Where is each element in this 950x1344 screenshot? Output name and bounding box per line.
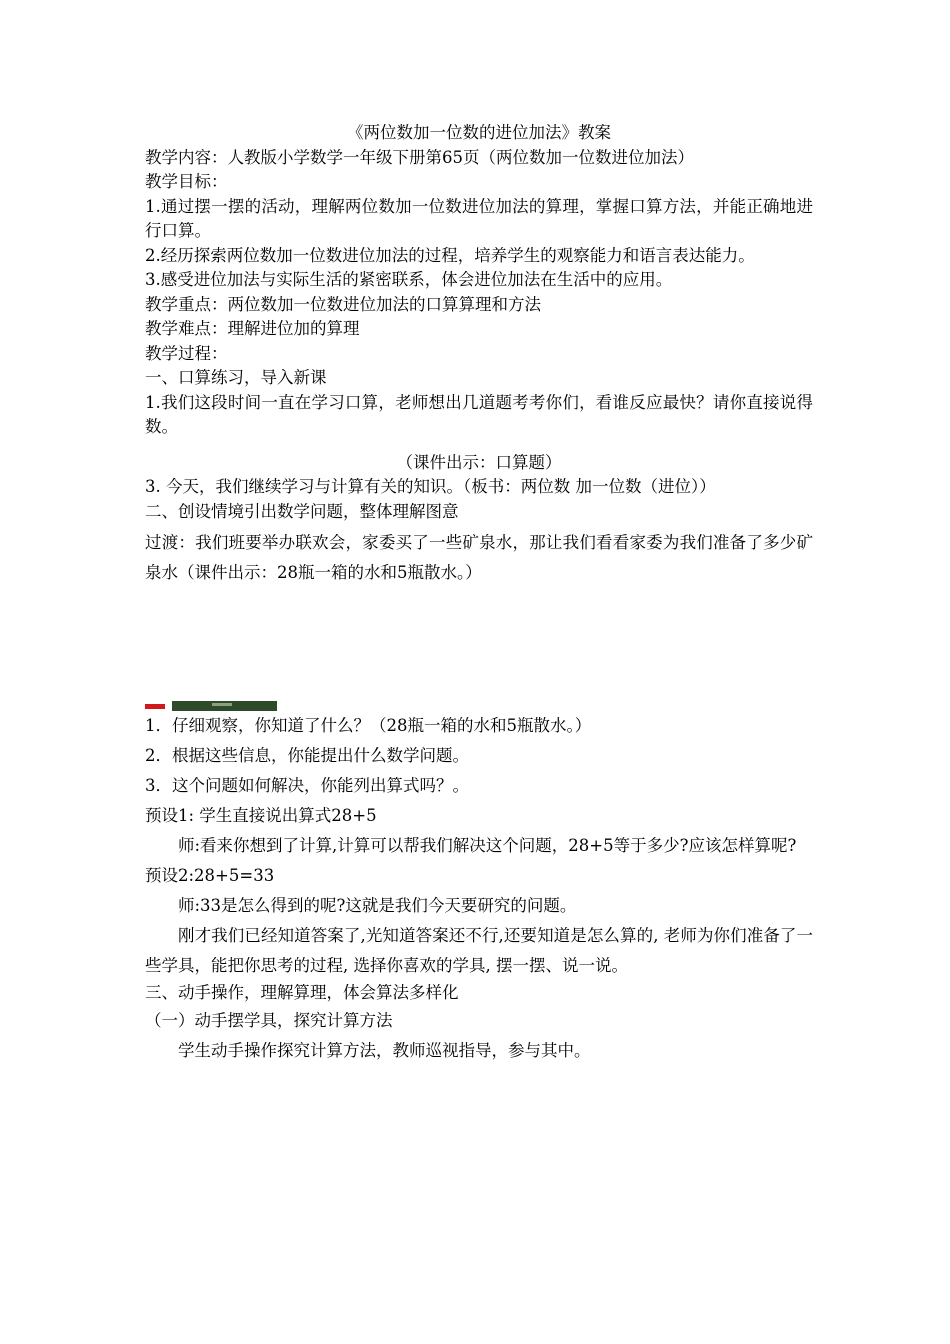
courseware-note: （课件出示：口算题） xyxy=(396,452,562,472)
teacher-remark-1: 师:看来你想到了计算,计算可以帮我们解决这个问题，28+5等于多少?应该怎样算呢? xyxy=(178,836,797,855)
goals-heading: 教学目标： xyxy=(145,172,228,191)
preset-2: 预设2:28+5=33 xyxy=(145,866,275,885)
step-1: 1.我们这段时间一直在学习口算，老师想出几道题考考你们，看谁反应最快？请你直接说得数。 xyxy=(145,392,813,436)
preset-1: 预设1: 学生直接说出算式28+5 xyxy=(145,806,377,825)
process-heading: 教学过程： xyxy=(145,343,228,363)
section-2-heading: 二、创设情境引出数学问题，整体理解图意 xyxy=(145,501,459,521)
transition-paragraph: 过渡：我们班要举办联欢会，家委买了一些矿泉水，那让我们看看家委为我们准备了多少矿泉水（课件出示：28瓶一箱的水和5瓶散水。） xyxy=(145,533,813,582)
step-3: 3. 今天，我们继续学习与计算有关的知识。（板书：两位数 加一位数（进位）） xyxy=(145,477,716,496)
goal-2: 2.经历探索两位数加一位数进位加法的过程，培养学生的观察能力和语言表达能力。 xyxy=(145,245,755,265)
key-point: 教学重点：两位数加一位数进位加法的口算算理和方法 xyxy=(145,294,541,314)
question-1: 1．仔细观察，你知道了什么？（28瓶一箱的水和5瓶散水。） xyxy=(145,716,592,735)
difficulty: 教学难点：理解进位加的算理 xyxy=(145,319,360,338)
section-3-heading: 三、动手操作，理解算理，体会算法多样化 xyxy=(145,983,459,1002)
goal-3: 3.感受进位加法与实际生活的紧密联系，体会进位加法在生活中的应用。 xyxy=(145,270,673,289)
teacher-remark-2: 师:33是怎么得到的呢?这就是我们今天要研究的问题。 xyxy=(178,896,577,915)
goal-1: 1.通过摆一摆的活动，理解两位数加一位数进位加法的算理，掌握口算方法，并能正确地进行口算。 xyxy=(145,196,813,240)
activity-paragraph: 学生动手操作探究计算方法，教师巡视指导，参与其中。 xyxy=(178,1040,591,1060)
document-title: 《两位数加一位数的进位加法》教案 xyxy=(347,123,611,142)
courseware-image-fragment xyxy=(145,701,305,711)
question-3: 3．这个问题如何解决，你能列出算式吗？。 xyxy=(145,776,469,795)
courseware-image-area xyxy=(145,588,813,711)
subsection-1-heading: （一）动手摆学具，探究计算方法 xyxy=(145,1010,393,1030)
lesson-plan-body xyxy=(145,121,813,1066)
question-2: 2．根据这些信息，你能提出什么数学问题。 xyxy=(145,746,469,765)
teacher-remark-3: 刚才我们已经知道答案了,光知道答案还不行,还要知道是怎么算的, 老师为你们准备了一些学具，能把你思考的过程, 选择你喜欢的学具, 摆一摆、说一说。 xyxy=(145,926,813,975)
teaching-content: 教学内容：人教版小学数学一年级下册第65页（两位数加一位数进位加法） xyxy=(145,147,694,167)
section-1-heading: 一、口算练习，导入新课 xyxy=(145,368,327,387)
